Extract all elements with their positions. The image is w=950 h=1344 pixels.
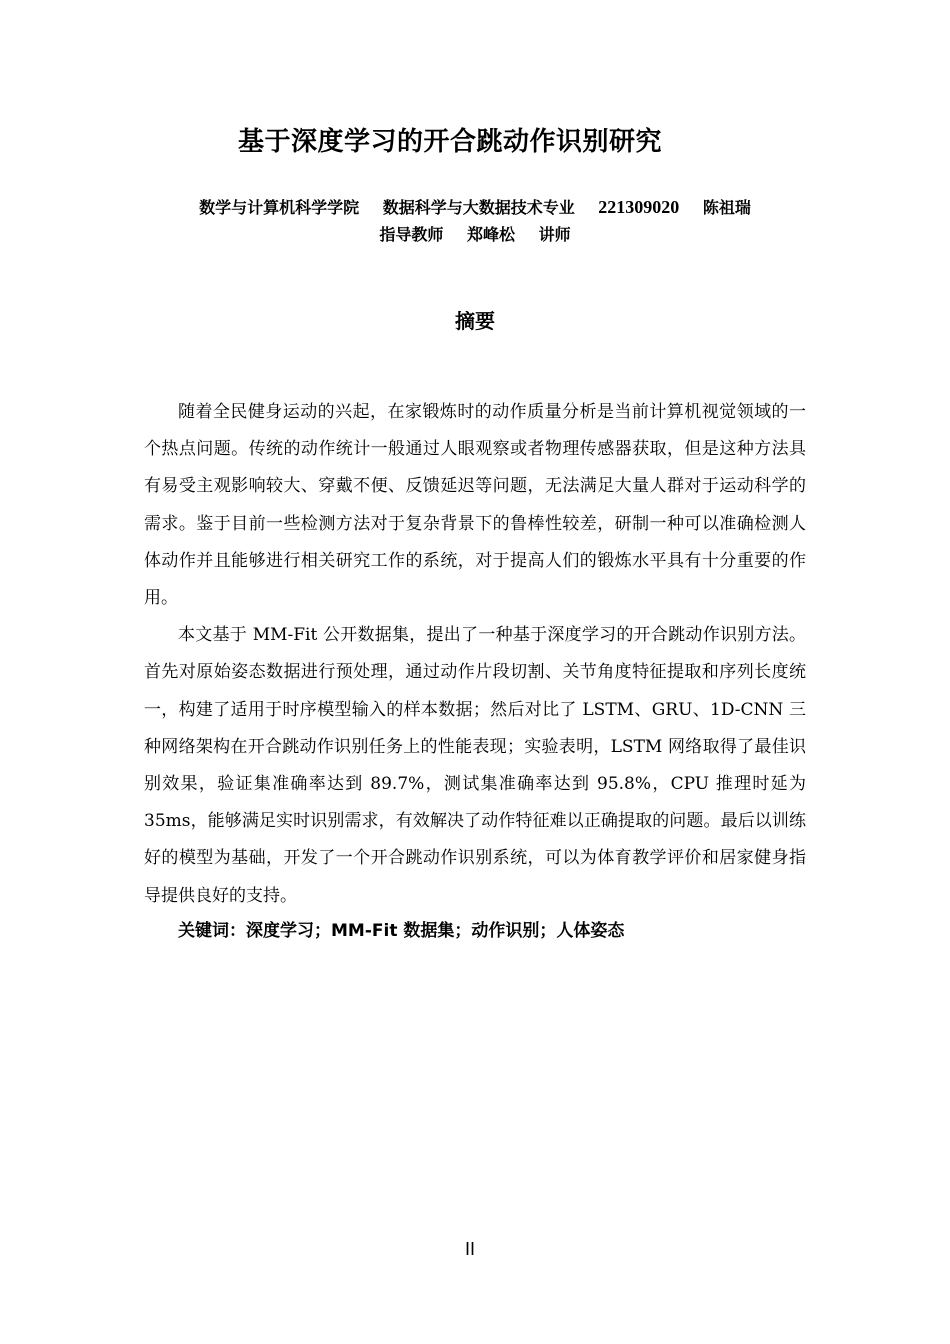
author-info-line <box>0 194 950 221</box>
advisor-role: 指导教师 <box>379 225 444 244</box>
abstract-body <box>144 394 806 915</box>
abstract-paragraph: 随着全民健身运动的兴起，在家锻炼时的动作质量分析是当前计算机视觉领域的一个热点问题。传统的动作统计一般通过人眼观察或者物理传感器获取，但是这种方法具有易受主观影响较大、穿戴不便、反馈延迟等问题，无法满足大量人群对于运动科学的需求。鉴于目前一些检测方法对于复杂背景下的鲁棒性较差，研制一种可以准确检测人体动作并且能够进行相关研究工作的系统，对于提高人们的锻炼水平具有十分重要的作用。 <box>144 402 806 609</box>
student-id: 221309020 <box>598 197 680 217</box>
advisor-info-line <box>0 222 950 248</box>
abstract-heading: 摘要 <box>455 309 495 333</box>
page-number: II <box>464 1239 475 1259</box>
advisor-name: 郑峰松 <box>466 225 515 244</box>
major-name: 数据科学与大数据技术专业 <box>382 198 575 217</box>
keywords-line: 关键词：深度学习；MM-Fit 数据集；动作识别；人体姿态 <box>178 921 625 941</box>
abstract-paragraph: 本文基于 MM-Fit 公开数据集，提出了一种基于深度学习的开合跳动作识别方法。首先对原始姿态数据进行预处理，通过动作片段切割、关节角度特征提取和序列长度统一，构建了适用于时序模型输入的样本数据；然后对比了 LSTM、GRU、1D-CNN 三种网络架构在开合跳动作识别任务上的性能表现；实验表明，LSTM 网络取得了最佳识别效果，验证集准确率达到 89.7%，测试集准确率达到 95.8%，CPU 推理时延为 35ms，能够满足实时识别需求，有效解决了动作特征难以正确提取的问题。最后以训练好的模型为基础，开发了一个开合跳动作识别系统，可以为体育教学评价和居家健身指导提供良好的支持。 <box>144 625 806 906</box>
college-name: 数学与计算机科学学院 <box>199 198 360 217</box>
student-name: 陈祖瑞 <box>702 198 751 217</box>
paper-title: 基于深度学习的开合跳动作识别研究 <box>237 127 662 157</box>
advisor-title: 讲师 <box>538 225 571 244</box>
